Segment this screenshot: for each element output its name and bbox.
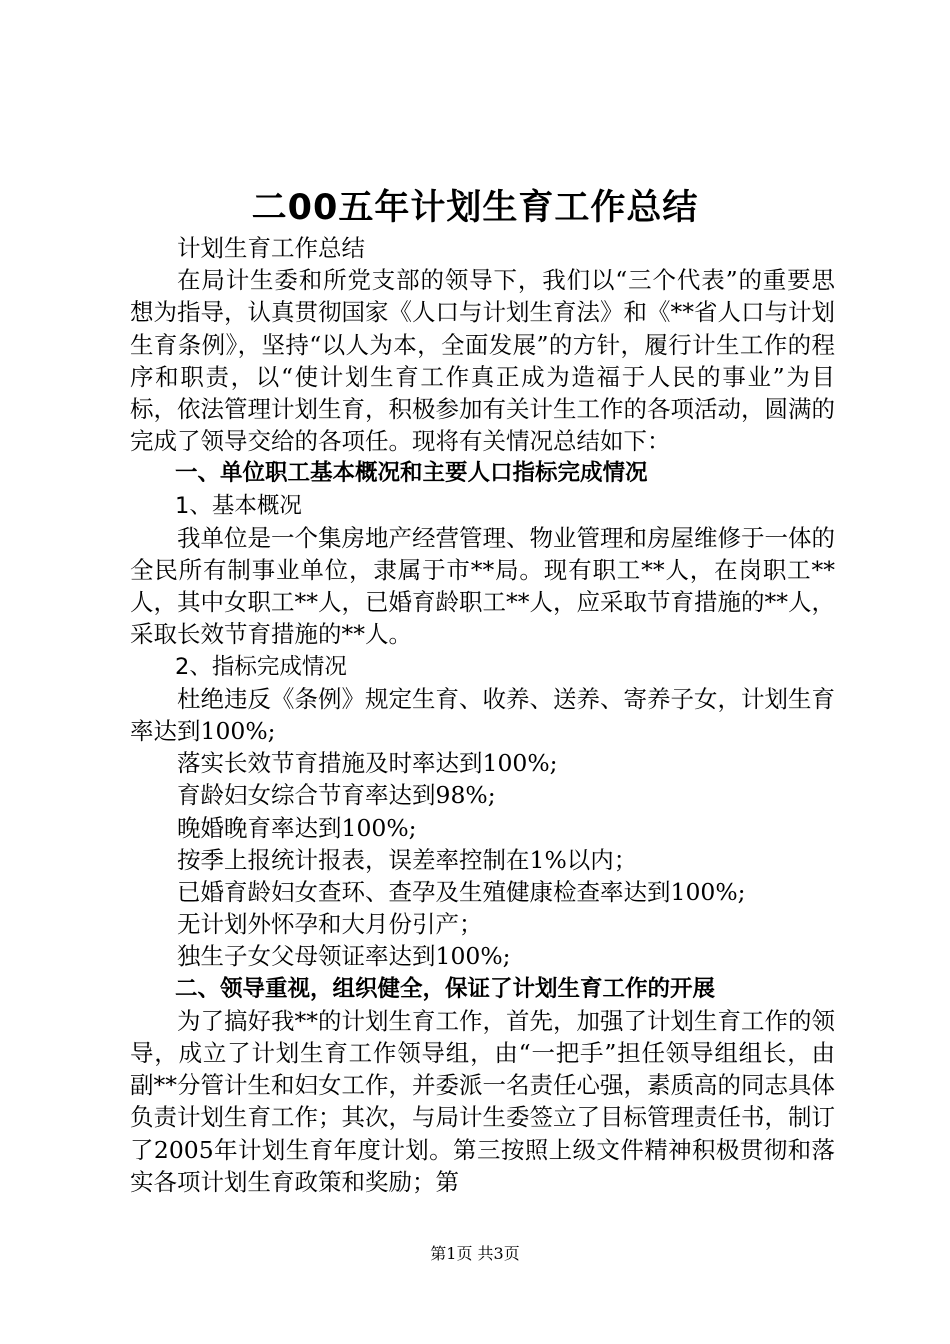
paragraph: 计划生育工作总结 bbox=[177, 234, 365, 262]
list-item: 育龄妇女综合节育率达到98%; bbox=[177, 781, 496, 810]
document-body bbox=[130, 232, 835, 1198]
list-item: 落实长效节育措施及时率达到100%; bbox=[177, 749, 558, 778]
paragraph: 我单位是一个集房地产经营管理、物业管理和房屋维修于一体的全民所有制事业单位，隶属于市**局。现有职工**人，在岗职工**人，其中女职工**人，已婚育龄职工**人，应采取节育措施的**人，采取长效节育措施的**人。 bbox=[130, 523, 835, 649]
list-item: 无计划外怀孕和大月份引产； bbox=[177, 910, 483, 939]
subsection-heading: 1、基本概况 bbox=[175, 492, 302, 519]
page-footer: 第1页 共3页 bbox=[430, 1244, 520, 1263]
subsection-heading: 2、指标完成情况 bbox=[175, 653, 347, 680]
paragraph: 在局计生委和所党支部的领导下，我们以“三个代表”的重要思想为指导，认真贯彻国家《人口与计划生育法》和《**省人口与计划生育条例》，坚持“以人为本，全面发展”的方针，履行计生工作的程序和职责，以“使计划生育工作真正成为造福于人民的事业”为目标，依法管理计划生育，积极参加有关计生工作的各项活动，圆满的完成了领导交给的各项任。现将有关情况总结如下： bbox=[130, 266, 835, 456]
document-title: 二00五年计划生育工作总结 bbox=[251, 188, 699, 228]
list-item: 按季上报统计报表，误差率控制在1%以内； bbox=[177, 845, 638, 874]
section-heading: 二、领导重视，组织健全，保证了计划生育工作的开展 bbox=[175, 975, 716, 1002]
paragraph: 为了搞好我**的计划生育工作，首先，加强了计划生育工作的领导，成立了计划生育工作领导组，由“一把手”担任领导组组长，由副**分管计生和妇女工作，并委派一名责任心强，素质高的同志具体负责计划生育工作；其次，与局计生委签立了目标管理责任书，制订了2005年计划生育年度计划。第三按照上级文件精神积极贯彻和落实各项计划生育政策和奖励；第 bbox=[130, 1006, 835, 1196]
list-item: 晚婚晚育率达到100%; bbox=[177, 813, 417, 842]
list-item: 已婚育龄妇女查环、查孕及生殖健康检查率达到100%; bbox=[177, 878, 746, 907]
list-item: 杜绝违反《条例》规定生育、收养、送养、寄养子女，计划生育率达到100%; bbox=[130, 684, 835, 746]
section-heading: 一、单位职工基本概况和主要人口指标完成情况 bbox=[175, 460, 648, 487]
list-item: 独生子女父母领证率达到100%; bbox=[177, 942, 511, 971]
